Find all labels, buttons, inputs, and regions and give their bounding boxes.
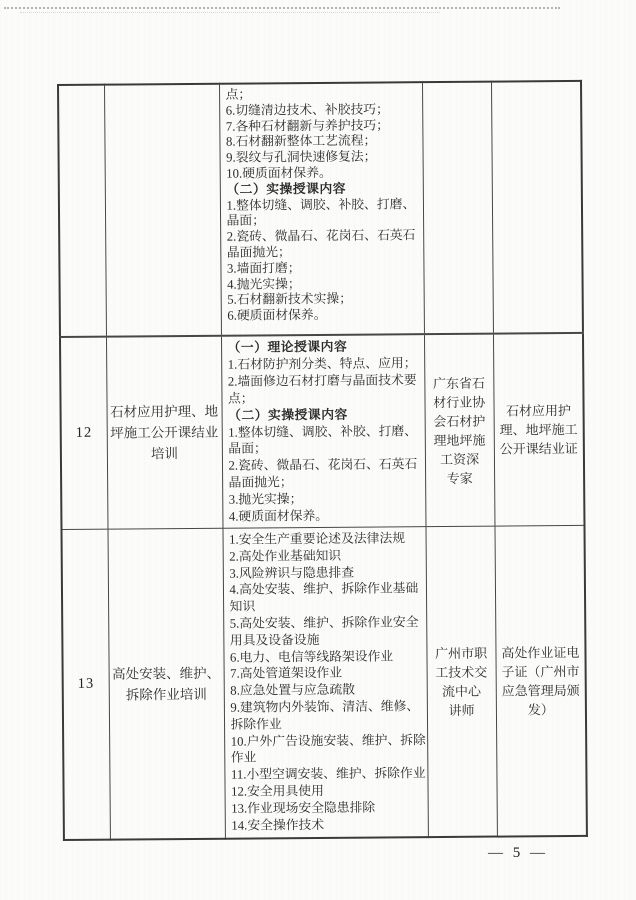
- course-name-cell: 石材应用护理、地 坪施工公开课结业 培训: [106, 336, 223, 529]
- content-line: 3.墙面打磨；: [226, 260, 301, 276]
- scan-artifact-line: [4, 7, 560, 9]
- content-line: 晶面抛光；: [228, 475, 293, 490]
- row-number-cell: 12: [60, 337, 108, 530]
- course-name-cell: [104, 84, 221, 337]
- content-line: 8.应急处置与应急疏散: [230, 682, 356, 698]
- content-line: 6.切缝清边技术、补胶技巧；: [225, 102, 389, 118]
- content-line: 9.裂纹与孔洞快速修复法；: [226, 149, 377, 165]
- content-line: 3.抛光实操；: [228, 492, 303, 507]
- content-line: （一）理论授课内容: [227, 339, 348, 355]
- content-line: 10.硬质面材保养。: [226, 165, 332, 181]
- course-content-cell: [222, 527, 428, 839]
- content-line: 6.电力、电信等线路架设作业: [229, 648, 394, 665]
- content-line: 4.高处安装、维护、拆除作业基础: [229, 581, 419, 598]
- content-line: 1.安全生产重要论述及法律法规: [229, 531, 406, 547]
- content-line: 知识: [229, 599, 256, 614]
- certificate-cell: 石材应用护 理、地坪施工 公开课结业证: [493, 333, 585, 526]
- content-line: 12.安全用具使用: [231, 783, 324, 799]
- content-line: 1.整体切缝、调胶、补胶、打磨、: [226, 196, 416, 213]
- content-line: 3.风险辨识与隐患排查: [229, 565, 355, 581]
- page-number: — 5 —: [488, 845, 548, 861]
- certificate-cell: 高处作业证电 子证（广州市 应急管理局颁 发）: [495, 525, 587, 836]
- content-line: 1.整体切缝、调胶、补胶、打磨、: [228, 423, 418, 440]
- content-line: 4.抛光实操；: [227, 276, 301, 292]
- content-line: 9.建筑物内外装饰、清洁、维修、: [230, 699, 420, 715]
- lecturer-cell: 广东省石 材行业协 会石材护 理地坪施 工资深 专家: [424, 334, 495, 527]
- content-line: 7.高处管道架设作业: [230, 666, 343, 682]
- course-content-cell: [219, 82, 424, 336]
- content-line: 点；: [227, 391, 254, 406]
- content-line: 11.小型空调安装、维护、拆除作业: [230, 766, 426, 782]
- content-line: 7.各种石材翻新与养护技巧；: [225, 117, 390, 134]
- certificate-cell: [491, 81, 583, 334]
- content-line: 2.瓷砖、微晶石、花岗石、石英石: [226, 228, 416, 244]
- lecturer-cell: 广州市职 工技术交 流中心 讲师: [426, 526, 497, 837]
- content-line: 2.瓷砖、微晶石、花岗石、石英石: [228, 457, 418, 474]
- course-table-body: [58, 81, 587, 840]
- scan-artifact-line-faint: [20, 12, 440, 13]
- content-line: 拆除作业: [230, 717, 282, 732]
- lecturer-cell: [422, 82, 493, 335]
- content-line: 晶面抛光；: [226, 245, 291, 260]
- content-line: 2.高处作业基础知识: [229, 548, 342, 564]
- training-course-table: [57, 80, 588, 841]
- content-line: （二）实操授课内容: [226, 181, 347, 197]
- content-line: 10.户外广告设施安装、维护、拆除: [230, 732, 426, 749]
- content-line: 13.作业现场安全隐患排除: [231, 800, 376, 816]
- table-row: [60, 333, 585, 530]
- content-line: 2.墙面修边石材打磨与晶面技术要: [227, 372, 417, 389]
- content-line: 8.石材翻新整体工艺流程；: [225, 133, 377, 150]
- row-number-cell: 13: [61, 529, 109, 840]
- content-line: 5.高处安装、维护、拆除作业安全: [229, 615, 419, 631]
- content-line: 1.石材防护剂分类、特点、应用；: [227, 356, 417, 372]
- content-line: （二）实操授课内容: [228, 407, 348, 423]
- table-row: [58, 81, 583, 337]
- content-line: 点；: [225, 87, 252, 102]
- course-content-cell: [221, 334, 426, 528]
- content-line: 6.硬质面材保养。: [227, 308, 327, 323]
- content-line: 5.石材翻新技术实操；: [227, 292, 353, 308]
- content-line: 作业: [230, 750, 257, 766]
- content-line: 晶面；: [226, 213, 266, 229]
- course-name-cell: 高处安装、维护、 拆除作业培训: [107, 528, 224, 839]
- content-line: 晶面；: [228, 441, 267, 457]
- content-line: 4.硬质面材保养。: [228, 508, 329, 524]
- table-row: [61, 525, 587, 840]
- content-line: 14.安全操作技术: [231, 817, 325, 833]
- row-number-cell: [58, 85, 106, 337]
- content-line: 用具及设备设施: [229, 632, 320, 648]
